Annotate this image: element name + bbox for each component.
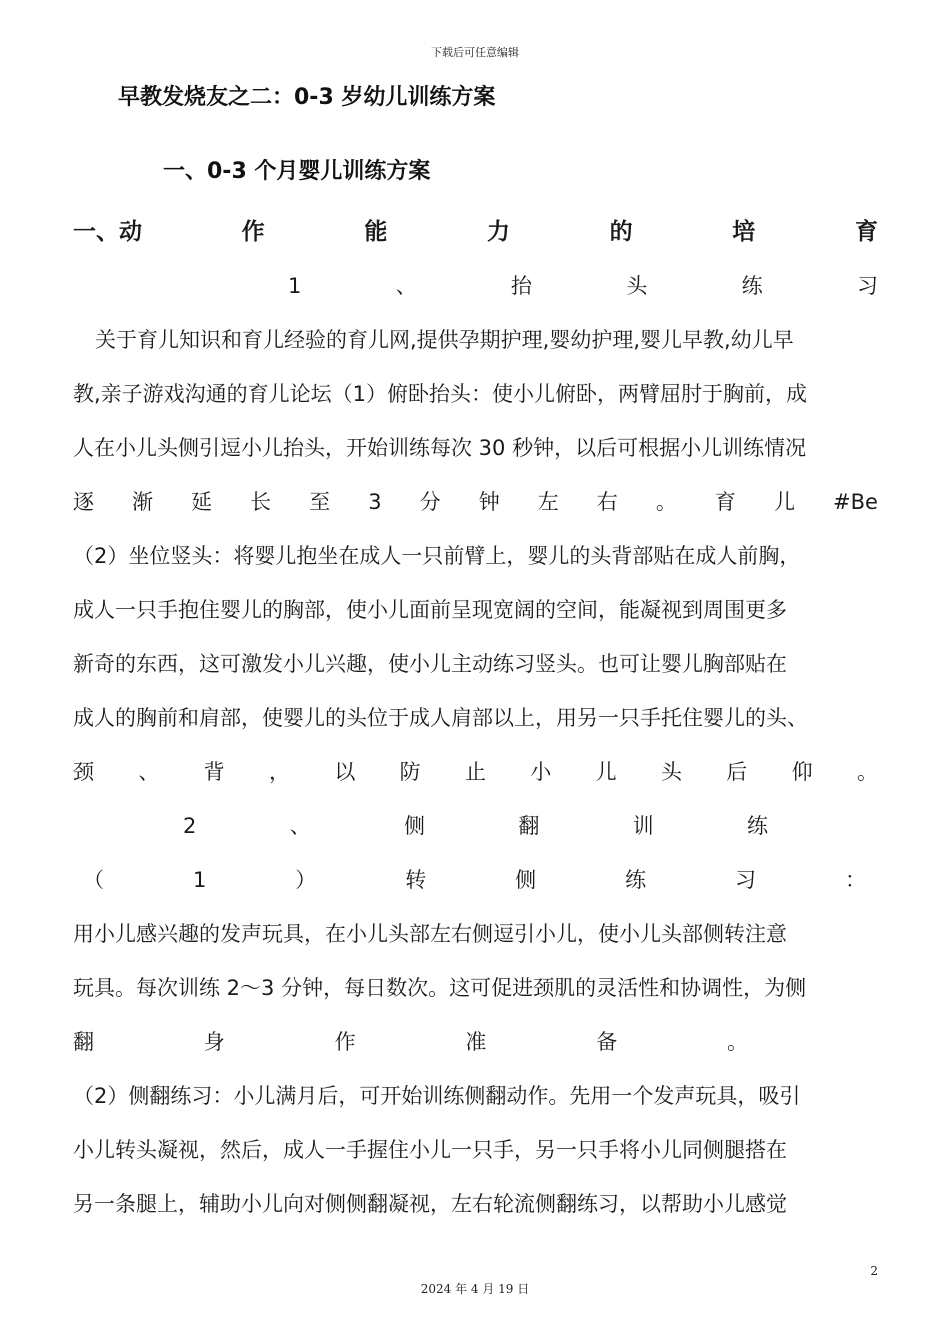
text-token: 以 xyxy=(334,760,356,784)
paragraph-line: 教,亲子游戏沟通的育儿论坛（1）俯卧抬头：使小儿俯卧，两臂屈肘于胸前，成 xyxy=(73,382,808,406)
header-note: 下载后可任意编辑 xyxy=(431,46,519,59)
text-token: 至 xyxy=(309,490,331,514)
text-token: 育 xyxy=(854,219,878,245)
text-token: 3 xyxy=(368,490,382,514)
text-token: 1 xyxy=(288,274,302,298)
text-token: 右 xyxy=(596,490,618,514)
subheading-turn-side-practice xyxy=(73,858,878,912)
text-token: 防 xyxy=(399,760,421,784)
text-token: 转 xyxy=(405,868,427,892)
text-token: 头 xyxy=(660,760,682,784)
text-token: 练 xyxy=(625,868,647,892)
text-token: 侧 xyxy=(515,868,537,892)
text-token: 翻 xyxy=(518,814,540,838)
text-token: 准 xyxy=(465,1030,487,1054)
text-token: 作 xyxy=(241,219,265,245)
text-token: 。 xyxy=(726,1030,748,1054)
text-token: #Be xyxy=(832,490,878,514)
subheading-lift-head xyxy=(73,264,878,318)
text-token: 练 xyxy=(741,274,763,298)
text-token: 。 xyxy=(856,760,878,784)
paragraph-line: 成人一只手抱住婴儿的胸部，使小儿面前呈现宽阔的空间，能凝视到周围更多 xyxy=(73,598,787,622)
text-token: 儿 xyxy=(595,760,617,784)
page-number: 2 xyxy=(870,1264,878,1278)
text-token: （ xyxy=(83,868,104,892)
text-token: 渐 xyxy=(132,490,154,514)
text-token: 钟 xyxy=(478,490,500,514)
footer-date: 2024 年 4 月 19 日 xyxy=(420,1282,530,1296)
text-token: 左 xyxy=(537,490,559,514)
text-token: 止 xyxy=(464,760,486,784)
section-subtitle: 一、0-3 个月婴儿训练方案 xyxy=(163,159,431,184)
text-token: 作 xyxy=(334,1030,356,1054)
paragraph-line: 关于育儿知识和育儿经验的育儿网,提供孕期护理,婴幼护理,婴儿早教,幼儿早 xyxy=(95,328,794,352)
text-token: 身 xyxy=(203,1030,225,1054)
text-token: 培 xyxy=(732,219,756,245)
text-token: 2 xyxy=(183,814,197,838)
text-token: 后 xyxy=(726,760,748,784)
text-token: 训 xyxy=(632,814,654,838)
section-heading-motor xyxy=(73,210,878,264)
text-token: 仰 xyxy=(791,760,813,784)
text-token: 颈 xyxy=(73,760,94,784)
text-token: 1 xyxy=(192,868,207,892)
paragraph-line: 玩具。每次训练 2～3 分钟，每日数次。这可促进颈肌的灵活性和协调性，为侧 xyxy=(73,976,807,1000)
text-token: 习 xyxy=(856,274,878,298)
text-token: 。 xyxy=(655,490,677,514)
text-token: 习 xyxy=(735,868,756,892)
text-token: 备 xyxy=(596,1030,618,1054)
text-token: 练 xyxy=(746,814,768,838)
text-token: 长 xyxy=(250,490,272,514)
paragraph-line: 成人的胸前和肩部，使婴儿的头位于成人肩部以上，用另一只手托住婴儿的头、 xyxy=(73,706,808,730)
text-token: 逐 xyxy=(73,490,94,514)
text-token: 、 xyxy=(138,760,160,784)
text-token: 力 xyxy=(486,219,510,245)
paragraph-line-justified xyxy=(73,480,878,534)
text-token: 翻 xyxy=(73,1030,94,1054)
text-token: 背 xyxy=(203,760,225,784)
paragraph-line-justified xyxy=(73,1020,878,1074)
paragraph-line: 新奇的东西，这可激发小儿兴趣，使小儿主动练习竖头。也可让婴儿胸部贴在 xyxy=(73,652,787,676)
text-token: ， xyxy=(268,760,290,784)
text-token: 一、动 xyxy=(73,219,142,245)
text-token: 、 xyxy=(395,274,417,298)
text-token: ） xyxy=(295,868,317,892)
paragraph-line: 用小儿感兴趣的发声玩具，在小儿头部左右侧逗引小儿，使小儿头部侧转注意 xyxy=(73,922,787,946)
document-title: 早教发烧友之二：0-3 岁幼儿训练方案 xyxy=(118,85,496,110)
paragraph-line: （2）坐位竖头：将婴儿抱坐在成人一只前臂上，婴儿的头背部贴在成人前胸， xyxy=(73,544,801,568)
text-token: 、 xyxy=(289,814,311,838)
text-token: 抬 xyxy=(511,274,532,298)
paragraph-line: 人在小儿头侧引逗小儿抬头，开始训练每次 30 秒钟，以后可根据小儿训练情况 xyxy=(73,436,807,460)
paragraph-line: 小儿转头凝视，然后，成人一手握住小儿一只手，另一只手将小儿同侧腿搭在 xyxy=(73,1138,787,1162)
paragraph-line-justified xyxy=(73,750,878,804)
text-token: 头 xyxy=(626,274,648,298)
text-token: 能 xyxy=(364,219,388,245)
text-token: 侧 xyxy=(404,814,425,838)
text-token: ： xyxy=(844,868,866,892)
subheading-side-turn xyxy=(73,804,878,858)
paragraph-line: （2）侧翻练习：小儿满月后，可开始训练侧翻动作。先用一个发声玩具，吸引 xyxy=(73,1084,801,1108)
document-body xyxy=(73,210,878,1236)
text-token: 的 xyxy=(609,219,633,245)
text-token: 儿 xyxy=(773,490,795,514)
text-token: 延 xyxy=(191,490,213,514)
text-token: 分 xyxy=(419,490,441,514)
paragraph-line: 另一条腿上，辅助小儿向对侧侧翻凝视，左右轮流侧翻练习，以帮助小儿感觉 xyxy=(73,1192,787,1216)
text-token: 小 xyxy=(530,760,552,784)
text-token: 育 xyxy=(714,490,736,514)
